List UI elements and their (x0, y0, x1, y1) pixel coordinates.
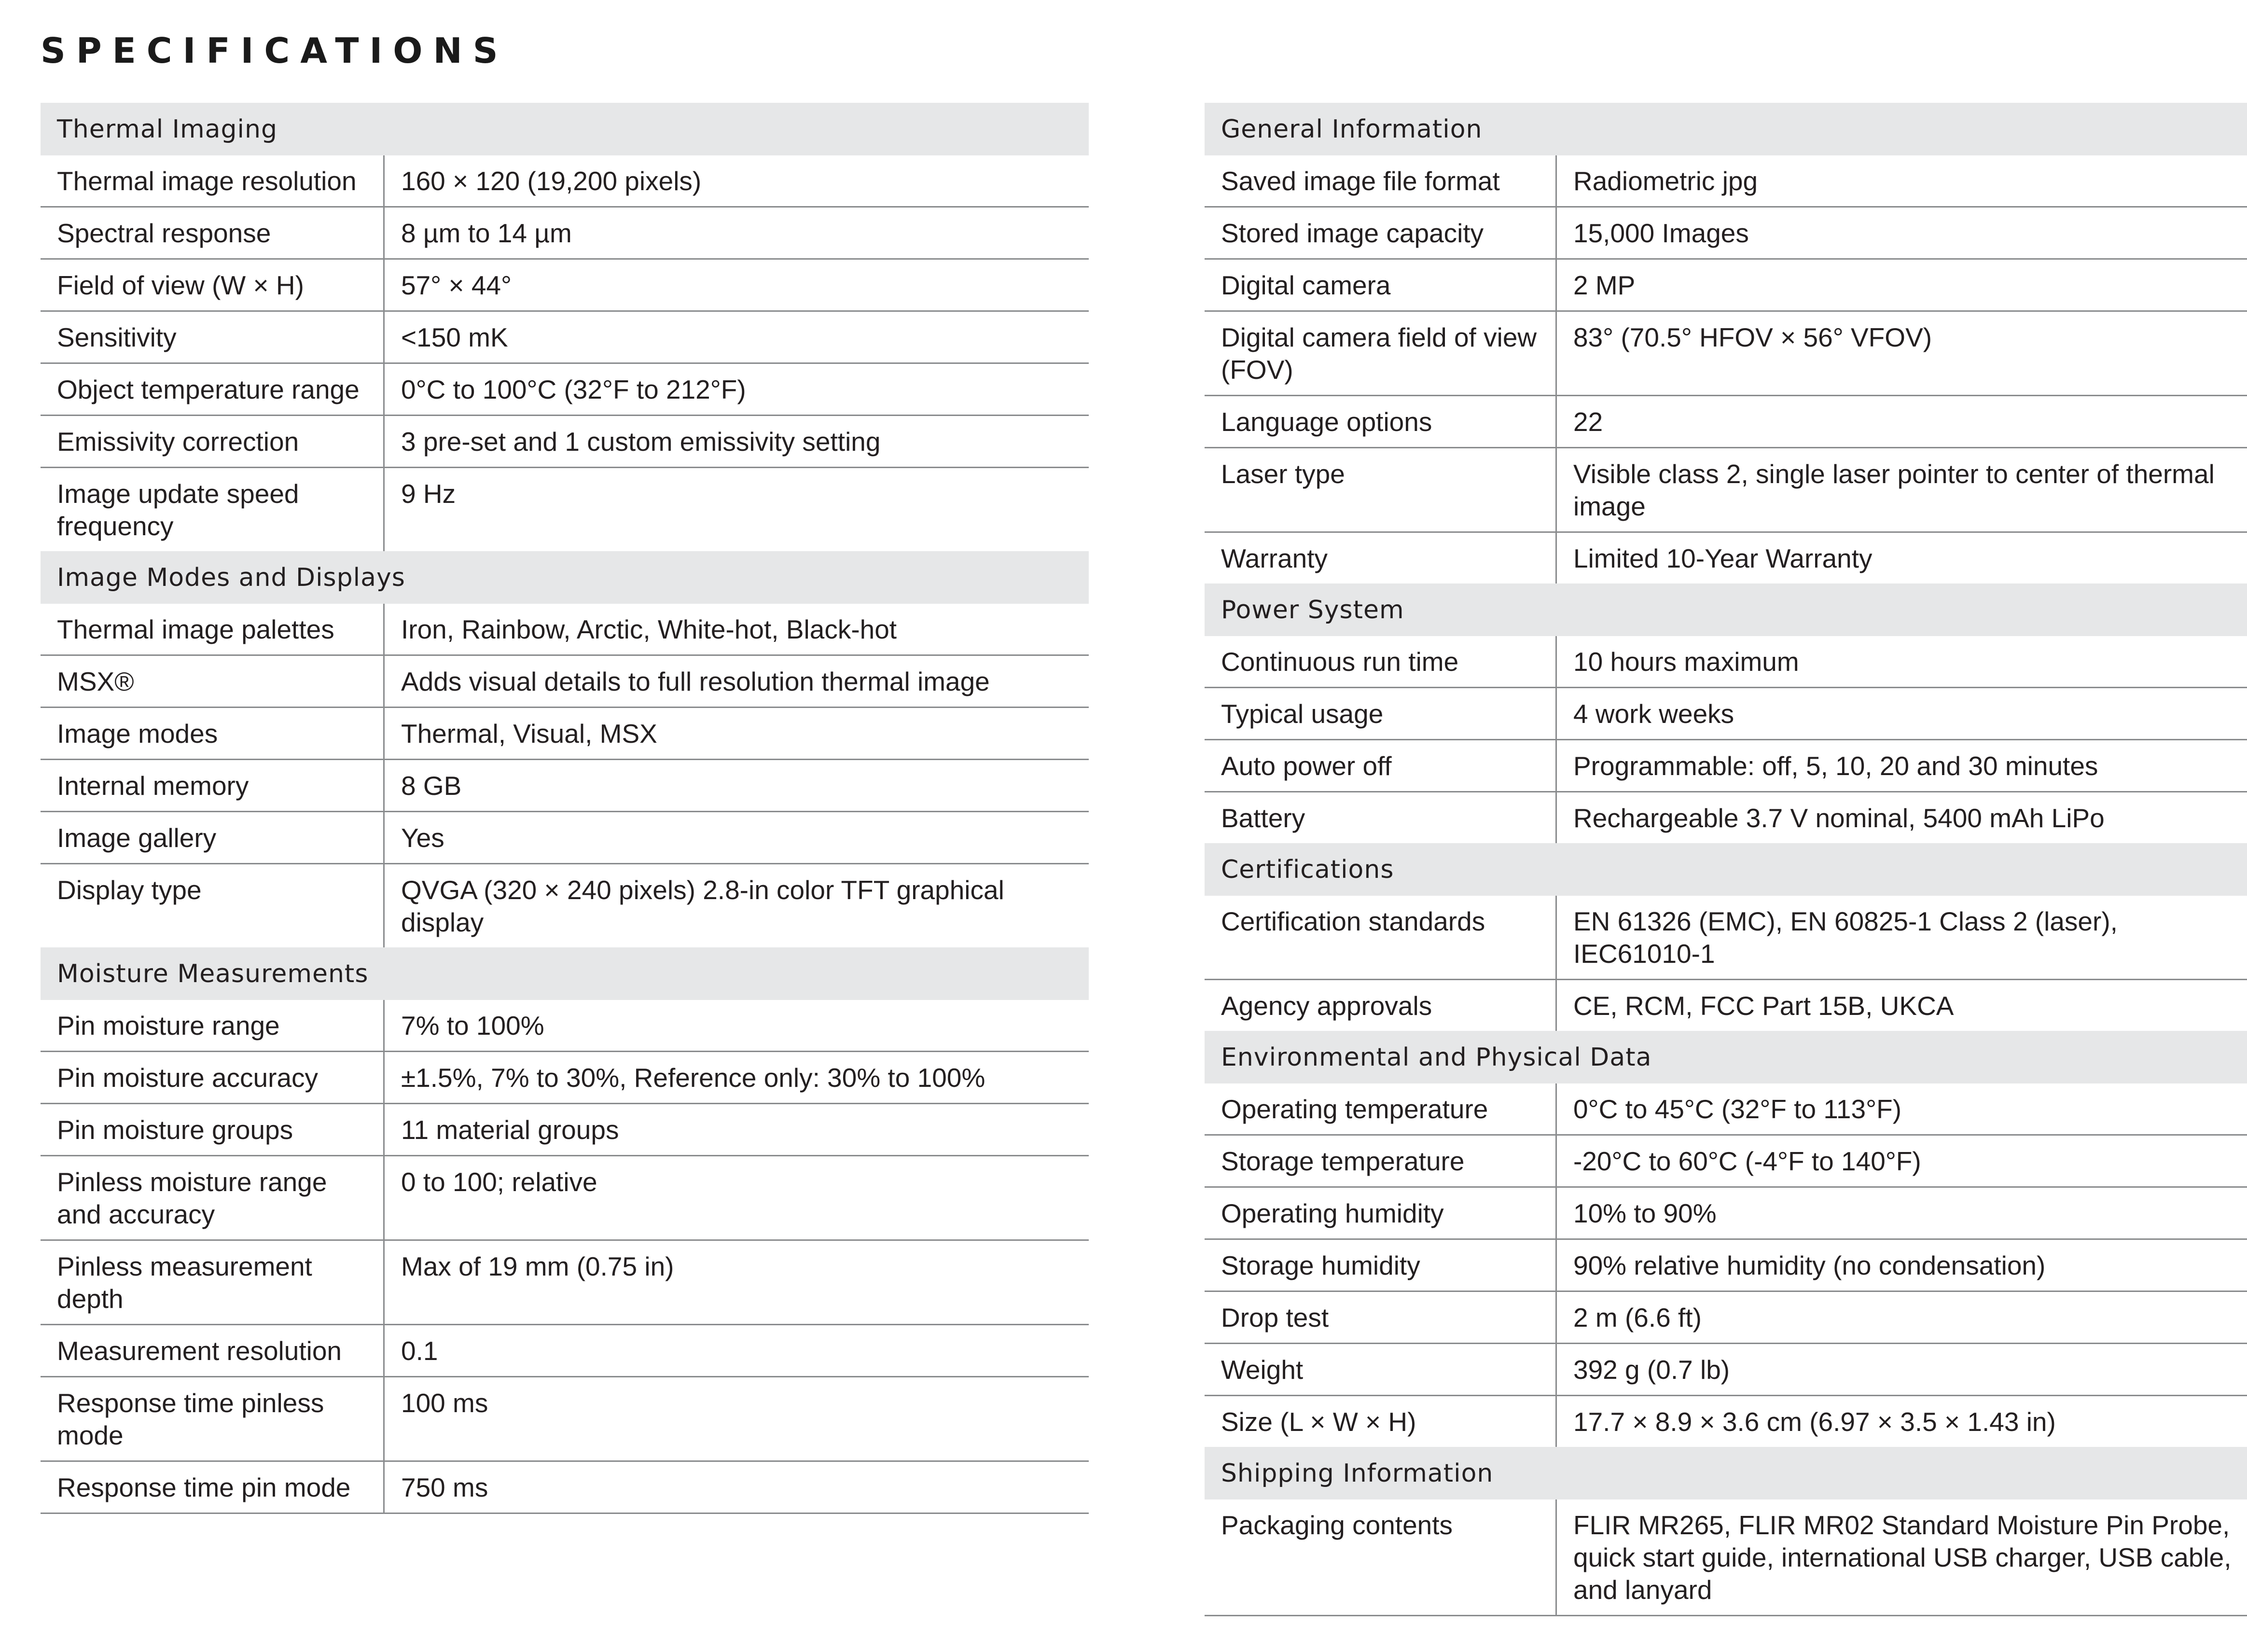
spec-label: Size (L × W × H) (1221, 1407, 1416, 1437)
spec-label: Spectral response (57, 218, 271, 248)
spec-row (1205, 533, 2247, 583)
spec-value: CE, RCM, FCC Part 15B, UKCA (1555, 980, 2247, 1031)
spec-value: 4 work weeks (1555, 688, 2247, 739)
spec-label: Image gallery (57, 823, 217, 853)
spec-row (41, 1104, 1089, 1156)
spec-value: 100 ms (383, 1377, 1089, 1460)
spec-section-moisture-measurements (41, 947, 1089, 1514)
spec-label: Pin moisture range (57, 1011, 280, 1041)
spec-value: Rechargeable 3.7 V nominal, 5400 mAh LiPo (1555, 792, 2247, 843)
spec-label: Agency approvals (1221, 991, 1432, 1021)
spec-row (41, 155, 1089, 208)
spec-value: Visible class 2, single laser pointer to center of thermal image (1555, 448, 2247, 531)
spec-value: 17.7 × 8.9 × 3.6 cm (6.97 × 3.5 × 1.43 in) (1555, 1396, 2247, 1447)
spec-row (41, 416, 1089, 468)
spec-label: Auto power off (1221, 751, 1392, 781)
spec-label: Thermal image palettes (57, 614, 334, 644)
spec-label: Response time pin mode (57, 1472, 351, 1502)
section-heading: Certifications (1205, 843, 2247, 896)
spec-label: Response time pinless mode (57, 1388, 324, 1450)
spec-row (1205, 896, 2247, 980)
spec-label: Stored image capacity (1221, 218, 1484, 248)
spec-row (41, 1000, 1089, 1052)
spec-column-left (41, 103, 1089, 1514)
spec-section-shipping-information (1205, 1447, 2247, 1616)
spec-value: 10% to 90% (1555, 1188, 2247, 1238)
spec-label: Display type (57, 875, 202, 905)
spec-value: 83° (70.5° HFOV × 56° VFOV) (1555, 312, 2247, 395)
spec-row (1205, 208, 2247, 260)
spec-row (1205, 1292, 2247, 1344)
section-heading: Environmental and Physical Data (1205, 1031, 2247, 1083)
spec-value: -20°C to 60°C (-4°F to 140°F) (1555, 1136, 2247, 1186)
spec-value: 3 pre-set and 1 custom emissivity setting (383, 416, 1089, 467)
spec-value: 8 GB (383, 760, 1089, 811)
spec-label: Sensitivity (57, 322, 177, 352)
spec-label: Storage temperature (1221, 1146, 1465, 1176)
spec-row (41, 364, 1089, 416)
spec-row (1205, 312, 2247, 396)
spec-row (41, 708, 1089, 760)
spec-label: Operating humidity (1221, 1198, 1444, 1228)
spec-value: 57° × 44° (383, 260, 1089, 310)
spec-label: Image update speed frequency (57, 479, 299, 541)
spec-value: 160 × 120 (19,200 pixels) (383, 155, 1089, 206)
spec-value: 15,000 Images (1555, 208, 2247, 258)
spec-value: Thermal, Visual, MSX (383, 708, 1089, 759)
spec-value: 7% to 100% (383, 1000, 1089, 1051)
spec-row (41, 656, 1089, 708)
spec-section-image-modes-and-displays (41, 551, 1089, 947)
spec-label: Continuous run time (1221, 647, 1459, 677)
spec-value: Max of 19 mm (0.75 in) (383, 1241, 1089, 1324)
spec-value: 750 ms (383, 1462, 1089, 1513)
spec-row (1205, 740, 2247, 792)
spec-section-power-system (1205, 583, 2247, 843)
spec-row (1205, 260, 2247, 312)
spec-label: Pin moisture groups (57, 1115, 293, 1145)
spec-value: 22 (1555, 396, 2247, 447)
spec-label: Internal memory (57, 771, 249, 801)
spec-label: Warranty (1221, 543, 1328, 573)
spec-section-certifications (1205, 843, 2247, 1031)
spec-value: EN 61326 (EMC), EN 60825-1 Class 2 (laser), IEC61010-1 (1555, 896, 2247, 979)
spec-column-right (1205, 103, 2247, 1616)
spec-value: <150 mK (383, 312, 1089, 362)
spec-row (41, 208, 1089, 260)
spec-row (41, 864, 1089, 947)
spec-value: 11 material groups (383, 1104, 1089, 1155)
spec-label: Saved image file format (1221, 166, 1500, 196)
spec-row (1205, 448, 2247, 533)
spec-value: 2 m (6.6 ft) (1555, 1292, 2247, 1343)
spec-label: Emissivity correction (57, 427, 299, 457)
spec-value: QVGA (320 × 240 pixels) 2.8-in color TFT graphical display (383, 864, 1089, 947)
spec-value: Programmable: off, 5, 10, 20 and 30 minutes (1555, 740, 2247, 791)
spec-row (41, 260, 1089, 312)
spec-label: Certification standards (1221, 906, 1485, 936)
spec-value: 2 MP (1555, 260, 2247, 310)
spec-row (1205, 1240, 2247, 1292)
spec-label: Digital camera (1221, 270, 1391, 300)
spec-label: Drop test (1221, 1303, 1329, 1333)
spec-label: Weight (1221, 1355, 1304, 1385)
spec-value: 8 µm to 14 µm (383, 208, 1089, 258)
spec-value: ±1.5%, 7% to 30%, Reference only: 30% to 100% (383, 1052, 1089, 1103)
section-heading: Power System (1205, 583, 2247, 636)
spec-row (1205, 636, 2247, 688)
spec-label: Image modes (57, 719, 218, 749)
spec-label: Packaging contents (1221, 1510, 1453, 1540)
spec-row (41, 1325, 1089, 1377)
spec-label: Typical usage (1221, 699, 1384, 729)
spec-row (1205, 396, 2247, 448)
spec-label: Language options (1221, 407, 1432, 437)
spec-value: Adds visual details to full resolution thermal image (383, 656, 1089, 707)
spec-row (1205, 792, 2247, 843)
spec-row (1205, 1344, 2247, 1396)
spec-section-general-information (1205, 103, 2247, 583)
spec-value: 0°C to 45°C (32°F to 113°F) (1555, 1083, 2247, 1134)
spec-row (1205, 688, 2247, 740)
spec-row (41, 1052, 1089, 1104)
spec-value: Radiometric jpg (1555, 155, 2247, 206)
spec-label: Thermal image resolution (57, 166, 357, 196)
spec-row (41, 1241, 1089, 1325)
spec-label: Storage humidity (1221, 1250, 1420, 1280)
spec-row (1205, 1136, 2247, 1188)
section-heading: Shipping Information (1205, 1447, 2247, 1499)
spec-row (41, 604, 1089, 656)
spec-section-thermal-imaging (41, 103, 1089, 551)
spec-value: 0 to 100; relative (383, 1156, 1089, 1239)
spec-label: Laser type (1221, 459, 1345, 489)
spec-row (41, 1377, 1089, 1462)
spec-label: Digital camera field of view (FOV) (1221, 322, 1537, 385)
spec-value: 90% relative humidity (no condensation) (1555, 1240, 2247, 1291)
spec-value: FLIR MR265, FLIR MR02 Standard Moisture Pin Probe, quick start guide, international USB charger, USB cable, and lanyard (1555, 1499, 2247, 1615)
spec-row (41, 760, 1089, 812)
spec-value: 0°C to 100°C (32°F to 212°F) (383, 364, 1089, 415)
spec-row (41, 312, 1089, 364)
section-heading: General Information (1205, 103, 2247, 155)
spec-label: MSX® (57, 666, 134, 696)
spec-row (1205, 1396, 2247, 1447)
spec-label: Operating temperature (1221, 1094, 1488, 1124)
spec-label: Pinless moisture range and accuracy (57, 1167, 327, 1229)
section-heading: Moisture Measurements (41, 947, 1089, 1000)
spec-value: Yes (383, 812, 1089, 863)
spec-row (1205, 1499, 2247, 1616)
spec-row (41, 468, 1089, 551)
spec-section-environmental-and-physical-data (1205, 1031, 2247, 1447)
spec-value: 392 g (0.7 lb) (1555, 1344, 2247, 1395)
spec-row (1205, 980, 2247, 1031)
spec-label: Object temperature range (57, 375, 360, 404)
spec-row (41, 812, 1089, 864)
spec-label: Pinless measurement depth (57, 1251, 312, 1314)
spec-row (1205, 1188, 2247, 1240)
spec-value: Iron, Rainbow, Arctic, White-hot, Black-hot (383, 604, 1089, 654)
section-heading: Image Modes and Displays (41, 551, 1089, 604)
spec-row (1205, 1083, 2247, 1136)
section-heading: Thermal Imaging (41, 103, 1089, 155)
spec-label: Pin moisture accuracy (57, 1063, 319, 1093)
spec-row (41, 1462, 1089, 1514)
spec-value: 0.1 (383, 1325, 1089, 1376)
spec-label: Field of view (W × H) (57, 270, 304, 300)
spec-row (41, 1156, 1089, 1241)
spec-label: Measurement resolution (57, 1336, 342, 1366)
spec-row (1205, 155, 2247, 208)
spec-value: 10 hours maximum (1555, 636, 2247, 687)
page-title: SPECIFICATIONS (41, 30, 509, 71)
spec-label: Battery (1221, 803, 1305, 833)
spec-value: 9 Hz (383, 468, 1089, 551)
spec-value: Limited 10-Year Warranty (1555, 533, 2247, 583)
